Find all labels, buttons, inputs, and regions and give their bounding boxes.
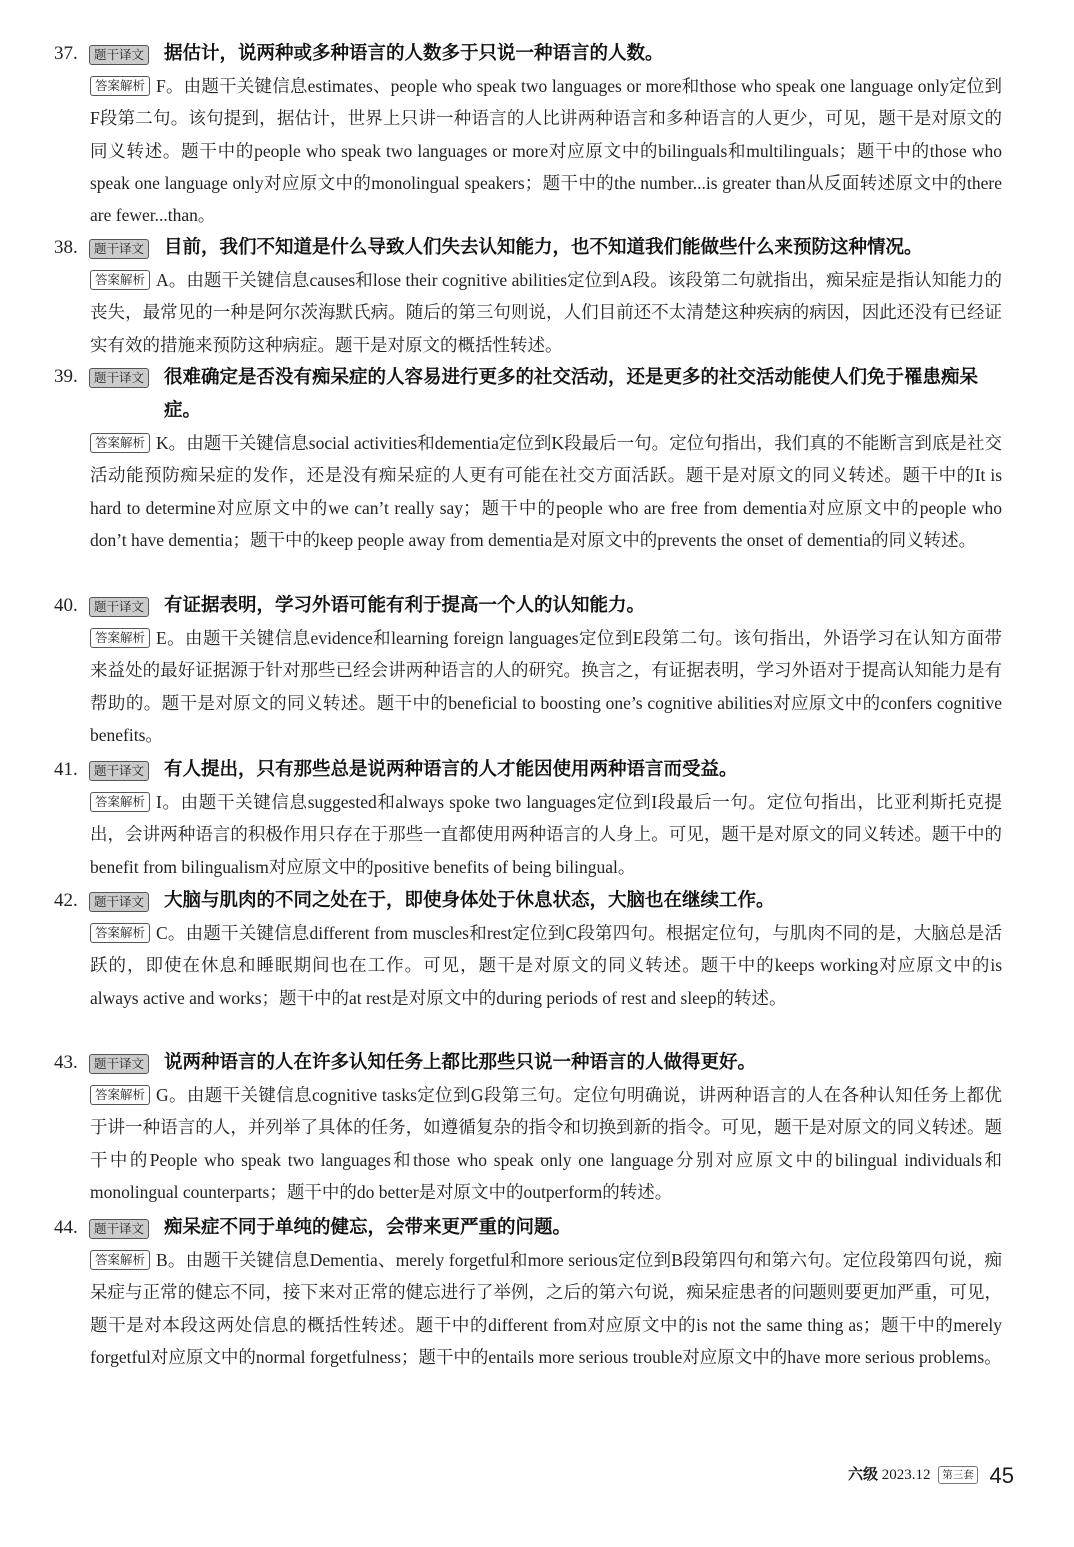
exam-set-tag: 第三套 (938, 1466, 978, 1484)
page-footer (848, 1462, 1014, 1486)
answer-analysis (90, 264, 1002, 361)
stem-translation-tag: 题干译文 (89, 597, 149, 617)
analysis-text: G。由题干关键信息cognitive tasks定位到G段第三句。定位句明确说，讲两种语言的人在各种认知任务上都优于讲一种语言的人，并列举了具体的任务，如遵循复杂的指令和切换到新的指令。可见，题干是对原文的同义转述。题干中的People who speak two languages和those who speak only one language分别对应原文中的bilingual individuals和monolingual counterparts；题干中的do better是对原文中的outperform的转述。 (90, 1085, 1002, 1202)
analysis-text: B。由题干关键信息Dementia、merely forgetful和more serious定位到B段第四句和第六句。定位段第四句说，痴呆症与正常的健忘不同，接下来对正常的健忘进行了举例，之后的第六句说，痴呆症患者的问题则要更加严重，可见，题干是对本段这两处信息的概括性转述。题干中的different from对应原文中的is not the same thing as；题干中的merely forgetful对应原文中的normal forgetfulness；题干中的entails more serious trouble对应原文中的have more serious problems。 (90, 1250, 1002, 1367)
exam-date: 2023.12 (881, 1467, 931, 1483)
stem-translation-tag: 题干译文 (89, 1054, 149, 1074)
answer-analysis-tag: 答案解析 (90, 270, 150, 290)
analysis-text: K。由题干关键信息social activities和dementia定位到K段最后一句。定位句指出，我们真的不能断言到底是社交活动能预防痴呆症的发作，还是没有痴呆症的人更有可能在社交方面活跃。题干是对原文的同义转述。题干中的It is hard to determine对应原文中的we can’t really say；题干中的people who are free from dementia对应原文中的people who don’t have dementia；题干中的keep people away from dementia是对原文中的prevents the onset of dementia的同义转述。 (90, 433, 1002, 550)
page-number: 45 (989, 1462, 1014, 1488)
stem-translation: 说两种语言的人在许多认知任务上都比那些只说一种语言的人做得更好。 (164, 1052, 757, 1073)
analysis-text: A。由题干关键信息causes和lose their cognitive abilities定位到A段。该段第二句就指出，痴呆症是指认知能力的丧失，最常见的一种是阿尔茨海默氏病。随后的第三句则说，人们目前还不太清楚这种疾病的病因，因此还没有已经证实有效的措施来预防这种病症。题干是对原文的概括性转述。 (90, 270, 1002, 355)
analysis-text: C。由题干关键信息different from muscles和rest定位到C段第四句。根据定位句，与肌肉不同的是，大脑总是活跃的，即使在休息和睡眠期间也在工作。可见，题干是对原文的同义转述。题干中的keeps working对应原文中的is always active and works；题干中的at rest是对原文中的during periods of rest and sleep的转述。 (90, 923, 1002, 1008)
question-item-40 (54, 590, 1004, 751)
stem-translation-tag: 题干译文 (89, 761, 149, 781)
stem-translation-tag: 题干译文 (89, 239, 149, 259)
answer-analysis (90, 786, 1002, 883)
answer-analysis-tag: 答案解析 (90, 433, 150, 453)
stem-translation: 很难确定是否没有痴呆症的人容易进行更多的社交活动，还是更多的社交活动能使人们免于罹患痴呆症。 (164, 367, 979, 421)
question-number: 37. (54, 43, 78, 64)
answer-analysis (90, 622, 1002, 751)
answer-analysis-tag: 答案解析 (90, 1085, 150, 1105)
exam-level: 六级 (848, 1465, 879, 1483)
analysis-text: F。由题干关键信息estimates、people who speak two languages or more和those who speak one language only定位到F段第二句。该句提到，据估计，世界上只讲一种语言的人比讲两种语言和多种语言的人更少，可见，题干是对原文的同义转述。题干中的people who speak two languages or more对应原文中的bilinguals和multilinguals；题干中的those who speak one language only对应原文中的monolingual speakers；题干中的the number...is greater than从反面转述原文中的there are fewer...than。 (90, 76, 1002, 226)
stem-translation: 大脑与肌肉的不同之处在于，即使身体处于休息状态，大脑也在继续工作。 (164, 890, 775, 911)
answer-analysis-tag: 答案解析 (90, 76, 150, 96)
question-number: 40. (54, 595, 78, 616)
question-number: 38. (54, 237, 78, 258)
question-item-38 (54, 232, 1004, 361)
stem-translation: 有证据表明，学习外语可能有利于提高一个人的认知能力。 (164, 595, 646, 616)
question-item-43 (54, 1047, 1004, 1208)
answer-analysis (90, 917, 1002, 1014)
analysis-text: I。由题干关键信息suggested和always spoke two languages定位到I段最后一句。定位句指出，比亚利斯托克提出，会讲两种语言的积极作用只存在于那些一直都使用两种语言的人身上。可见，题干是对原文的同义转述。题干中的benefit from bilingualism对应原文中的positive benefits of being bilingual。 (90, 792, 1002, 877)
stem-translation: 据估计，说两种或多种语言的人数多于只说一种语言的人数。 (164, 43, 664, 64)
answer-analysis (90, 1244, 1002, 1373)
question-number: 39. (54, 366, 78, 387)
answer-analysis-tag: 答案解析 (90, 1250, 150, 1270)
question-item-37 (54, 38, 1004, 231)
analysis-text: E。由题干关键信息evidence和learning foreign languages定位到E段第二句。该句指出，外语学习在认知方面带来益处的最好证据源于针对那些已经会讲两种语言的人的研究。换言之，有证据表明，学习外语对于提高认知能力是有帮助的。题干是对原文的同义转述。题干中的beneficial to boosting one’s cognitive abilities对应原文中的confers cognitive benefits。 (90, 628, 1002, 745)
question-number: 44. (54, 1217, 78, 1238)
answer-analysis (90, 427, 1002, 556)
stem-translation-tag: 题干译文 (89, 45, 149, 65)
answer-analysis-tag: 答案解析 (90, 923, 150, 943)
answer-analysis-tag: 答案解析 (90, 628, 150, 648)
stem-translation-tag: 题干译文 (89, 892, 149, 912)
stem-translation: 目前，我们不知道是什么导致人们失去认知能力，也不知道我们能做些什么来预防这种情况。 (164, 237, 923, 258)
question-number: 41. (54, 759, 78, 780)
question-item-39 (54, 361, 1004, 556)
question-number: 43. (54, 1052, 78, 1073)
question-item-42 (54, 885, 1004, 1014)
stem-translation: 有人提出，只有那些总是说两种语言的人才能因使用两种语言而受益。 (164, 759, 738, 780)
stem-translation-tag: 题干译文 (89, 1219, 149, 1239)
answer-analysis (90, 70, 1002, 231)
answer-analysis (90, 1079, 1002, 1208)
answer-analysis-tag: 答案解析 (90, 792, 150, 812)
question-item-44 (54, 1212, 1004, 1373)
stem-translation-tag: 题干译文 (89, 368, 149, 388)
stem-translation: 痴呆症不同于单纯的健忘，会带来更严重的问题。 (164, 1217, 572, 1238)
question-item-41 (54, 754, 1004, 883)
question-number: 42. (54, 890, 78, 911)
